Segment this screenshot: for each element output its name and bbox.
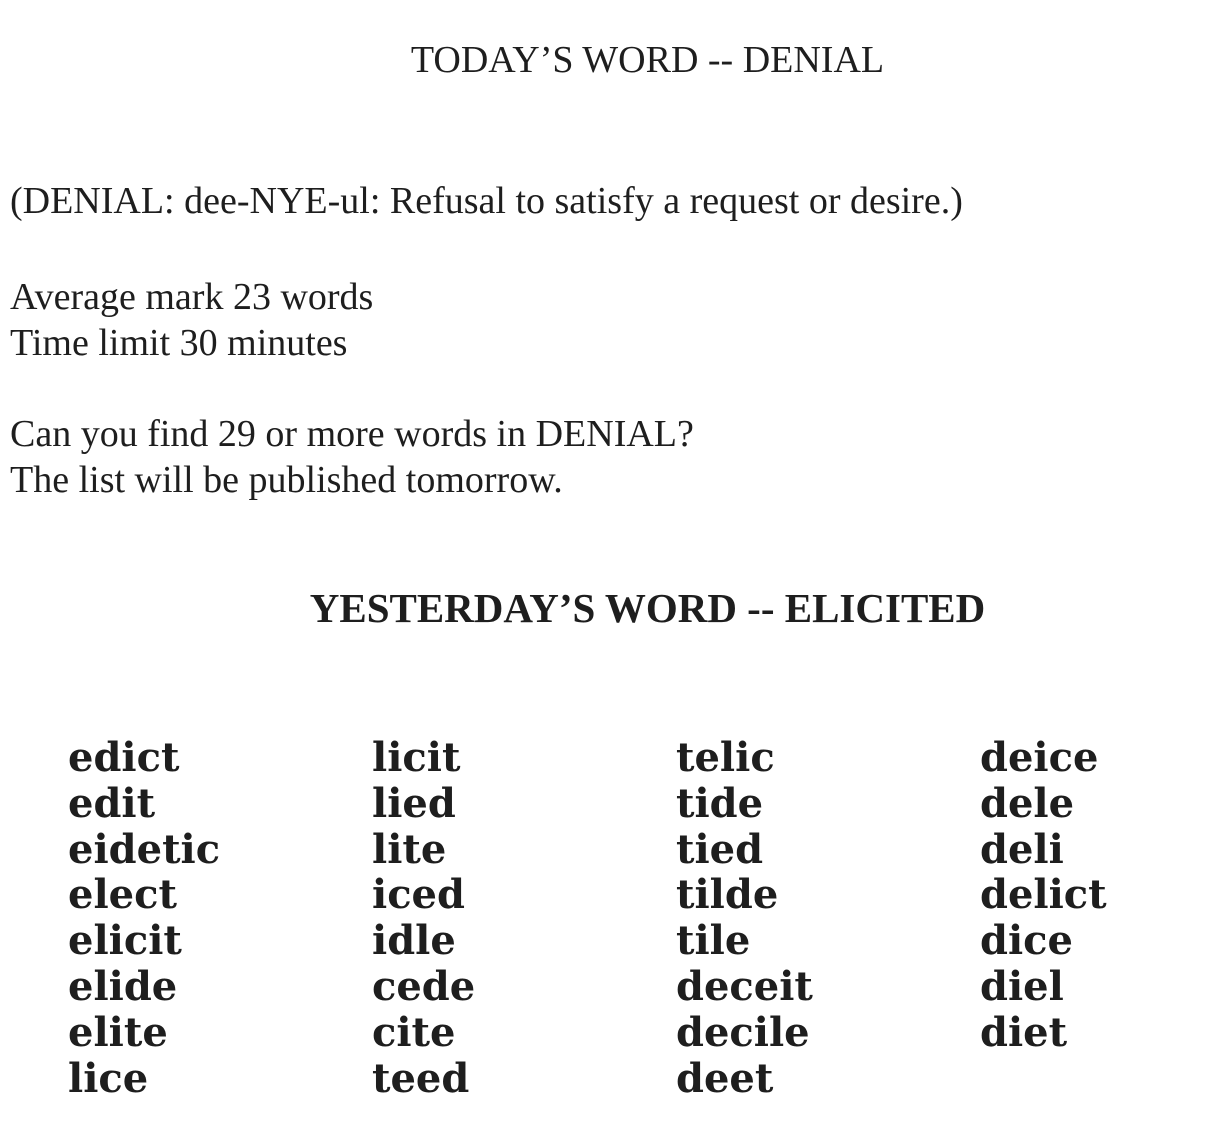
answer-word: dele: [980, 779, 1075, 827]
answer-word: deceit: [676, 962, 813, 1010]
answer-word-list: [68, 735, 1205, 1101]
answer-word: edict: [68, 734, 180, 781]
answer-word: cite: [372, 1008, 456, 1056]
answer-word: tied: [676, 825, 764, 873]
word-column: [676, 735, 980, 1101]
answer-word: elicit: [68, 917, 182, 965]
answer-word: elide: [68, 962, 178, 1010]
answer-word: elite: [68, 1008, 168, 1056]
time-limit: Time limit 30 minutes: [10, 322, 348, 364]
answer-word: deice: [980, 734, 1099, 781]
answer-word: lite: [372, 825, 447, 873]
answer-word: decile: [676, 1008, 810, 1056]
challenge-question: Can you find 29 or more words in DENIAL?: [10, 413, 694, 455]
todays-word-title: TODAY’S WORD -- DENIAL: [410, 39, 885, 81]
answer-word: lied: [372, 779, 456, 827]
answer-word: telic: [676, 734, 775, 781]
answer-word: dice: [980, 917, 1073, 965]
answer-word: edit: [68, 779, 156, 827]
word-column: [980, 735, 1205, 1101]
puzzle-stats: [10, 274, 373, 366]
challenge-block: [10, 411, 694, 503]
answer-word: deli: [980, 825, 1064, 873]
answer-word: lice: [68, 1054, 149, 1102]
answer-word: licit: [372, 734, 461, 781]
answer-word: tilde: [676, 871, 779, 919]
answer-word: tide: [676, 779, 764, 827]
answer-word: eidetic: [68, 825, 221, 873]
definition-text: (DENIAL: dee-NYE-ul: Refusal to satisfy a request or desire.): [10, 180, 963, 222]
publish-note: The list will be published tomorrow.: [10, 459, 563, 501]
answer-word: diel: [980, 962, 1064, 1010]
yesterdays-word-title: YESTERDAY’S WORD -- ELICITED: [309, 585, 986, 631]
word-column: [372, 735, 676, 1101]
answer-word: diet: [980, 1008, 1068, 1056]
answer-word: delict: [980, 871, 1107, 919]
answer-word: elect: [68, 871, 177, 919]
word-definition: [10, 178, 963, 224]
answer-word: teed: [372, 1054, 470, 1102]
answer-word: cede: [372, 962, 476, 1010]
answer-word: tile: [676, 917, 751, 965]
answer-word: idle: [372, 917, 456, 965]
average-mark: Average mark 23 words: [10, 276, 374, 318]
answer-word: iced: [372, 871, 465, 919]
answer-word: deet: [676, 1054, 774, 1102]
word-column: [68, 735, 372, 1101]
